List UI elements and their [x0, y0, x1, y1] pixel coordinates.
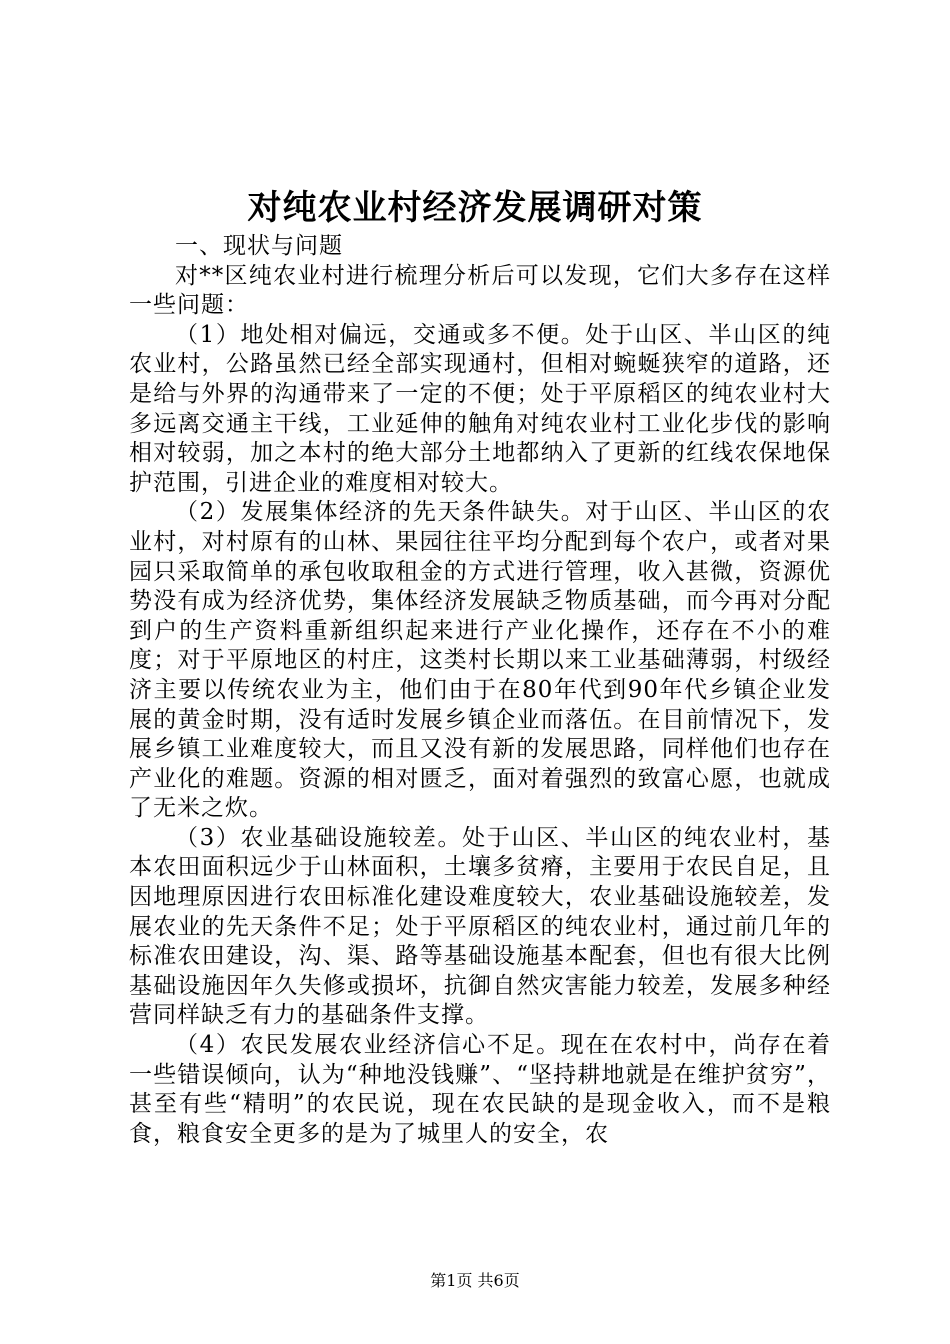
- paragraph-intro: 对**区纯农业村进行梳理分析后可以发现，它们大多存在这样一些问题：: [129, 262, 831, 319]
- document-body: [129, 232, 831, 1149]
- paragraph-item-3: （3）农业基础设施较差。处于山区、半山区的纯农业村，基本农田面积远少于山林面积，土壤多贫瘠，主要用于农民自足，且因地理原因进行农田标准化建设难度较大，农业基础设施较差，发展农业的先天条件不足；处于平原稻区的纯农业村，通过前几年的标准农田建设，沟、渠、路等基础设施基本配套，但也有很大比例基础设施因年久失修或损坏，抗御自然灾害能力较差，发展多种经营同样缺乏有力的基础条件支撑。: [129, 824, 831, 1029]
- page-number-footer: 第1页 共6页: [430, 1271, 520, 1290]
- paragraph-item-1: （1）地处相对偏远，交通或多不便。处于山区、半山区的纯农业村，公路虽然已经全部实现通村，但相对蜿蜒狭窄的道路，还是给与外界的沟通带来了一定的不便；处于平原稻区的纯农业村大多远离交通主干线，工业延伸的触角对纯农业村工业化步伐的影响相对较弱，加之本村的绝大部分土地都纳入了更新的红线农保地保护范围，引进企业的难度相对较大。: [129, 321, 831, 496]
- paragraph-item-2: （2）发展集体经济的先天条件缺失。对于山区、半山区的农业村，对村原有的山林、果园往往平均分配到每个农户，或者对果园只采取简单的承包收取租金的方式进行管理，收入甚微，资源优势没有成为经济优势，集体经济发展缺乏物质基础，而今再对分配到户的生产资料重新组织起来进行产业化操作，还存在不小的难度；对于平原地区的村庄，这类村长期以来工业基础薄弱，村级经济主要以传统农业为主，他们由于在80年代到90年代乡镇企业发展的黄金时期，没有适时发展乡镇企业而落伍。在目前情况下，发展乡镇工业难度较大，而且又没有新的发展思路，同样他们也存在产业化的难题。资源的相对匮乏，面对着强烈的致富心愿，也就成了无米之炊。: [129, 499, 831, 822]
- paragraph-item-4: （4）农民发展农业经济信心不足。现在在农村中，尚存在着一些错误倾向，认为“种地没钱赚”、“坚持耕地就是在维护贫穷”，甚至有些“精明”的农民说，现在农民缺的是现金收入，而不是粮食，粮食安全更多的是为了城里人的安全，农: [129, 1032, 831, 1147]
- section-heading: 一、现状与问题: [175, 233, 343, 259]
- document-title: 对纯农业村经济发展调研对策: [247, 188, 703, 228]
